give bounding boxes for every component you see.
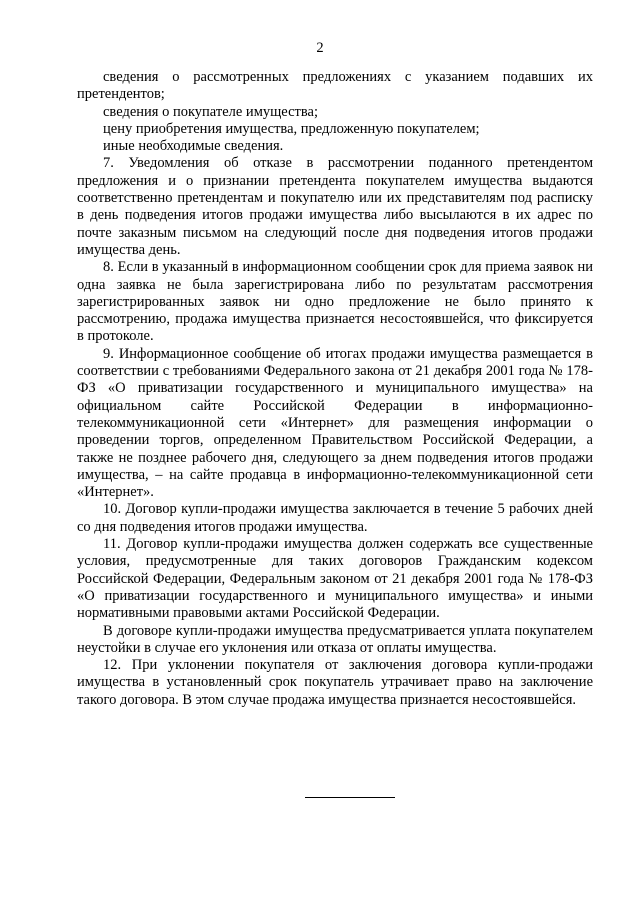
paragraph-clause-8: 8. Если в указанный в информационном сообщении срок для приема заявок ни одна заявка не была зарегистрирована либо по результатам рассмотрения зарегистрированных заявок ни одно предложение не было принято к рассмотрению, продажа имущества признается несостоявшейся, что фиксируется в протоколе. — [77, 259, 593, 345]
paragraph-offers-info: сведения о рассмотренных предложениях с указанием подавших их претендентов; — [77, 69, 593, 103]
paragraph-clause-7: 7. Уведомления об отказе в рассмотрении поданного претендентом предложения и о признании претендента покупателем имущества выдаются соответственно претендентам и покупателю или их представителям под расписку в день подведения итогов продажи имущества либо высылаются в их адрес по почте заказным письмом на следующий после дня подведения итогов продажи имущества день. — [77, 155, 593, 258]
paragraph-buyer-info: сведения о покупателе имущества; — [103, 103, 318, 120]
paragraph-purchase-price: цену приобретения имущества, предложенную покупателем; — [103, 120, 480, 137]
paragraph-clause-10: 10. Договор купли-продажи имущества заключается в течение 5 рабочих дней со дня подведения итогов продажи имущества. — [77, 501, 593, 535]
paragraph-clause-11: 11. Договор купли-продажи имущества должен содержать все существенные условия, предусмотренные для таких договоров Гражданским кодексом Российской Федерации, Федеральным законом от 21 декабря 2001 года № 178-ФЗ «О приватизации государственного и муниципального имущества» и иными нормативными правовыми актами Российской Федерации. — [77, 536, 593, 622]
document-body — [77, 69, 593, 709]
paragraph-clause-12: 12. При уклонении покупателя от заключения договора купли-продажи имущества в установленный срок покупатель утрачивает право на заключение такого договора. В этом случае продажа имущества признается несостоявшейся. — [77, 657, 593, 708]
paragraph-other-info: иные необходимые сведения. — [103, 138, 284, 155]
paragraph-penalty: В договоре купли-продажи имущества предусматривается уплата покупателем неустойки в случае его уклонения или отказа от оплаты имущества. — [77, 622, 593, 656]
page-number: 2 — [316, 40, 324, 56]
end-divider-line — [305, 797, 395, 798]
paragraph-clause-9: 9. Информационное сообщение об итогах продажи имущества размещается в соответствии с требованиями Федерального закона от 21 декабря 2001 года № 178-ФЗ «О приватизации государственного и муниципального имущества» на официальном сайте Российской Федерации в информационно-телекоммуникационной сети «Интернет» для размещения информации о проведении торгов, определенном Правительством Российской Федерации, а также не позднее рабочего дня, следующего за днем подведения итогов продажи имущества, – на сайте продавца в информационно-телекоммуникационной сети «Интернет». — [77, 345, 593, 501]
